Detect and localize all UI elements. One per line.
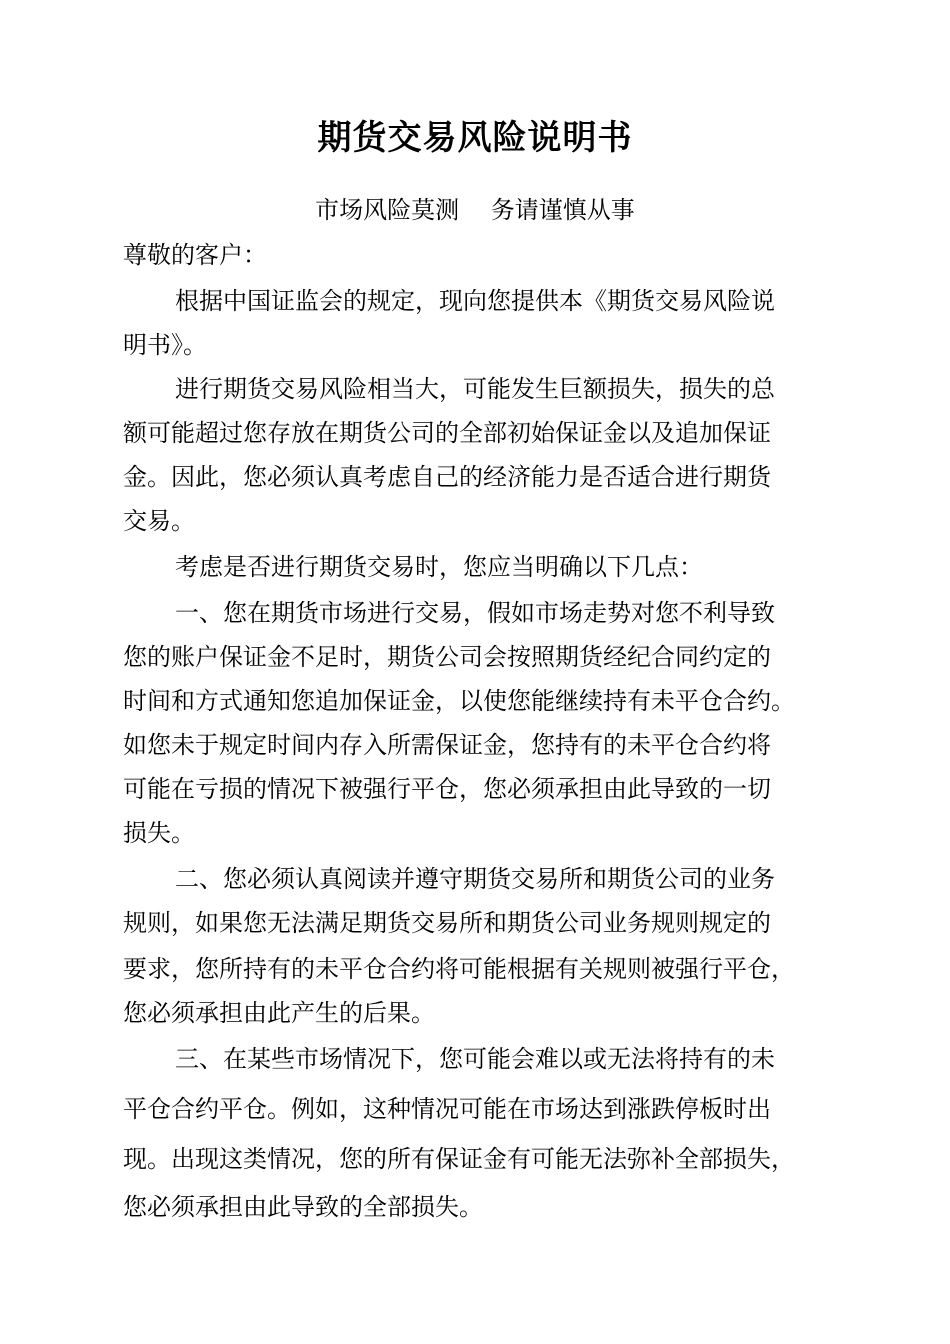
paragraph-line: 可能在亏损的情况下被强行平仓，您必须承担由此导致的一切 — [123, 775, 771, 803]
greeting: 尊敬的客户： — [123, 241, 267, 269]
paragraph-line: 根据中国证监会的规定，现向您提供本《期货交易风险说 — [175, 287, 775, 315]
paragraph-line: 您必须承担由此导致的全部损失。 — [123, 1193, 483, 1221]
paragraph-line: 现。出现这类情况，您的所有保证金有可能无法弥补全部损失， — [123, 1145, 795, 1173]
paragraph-line: 如您未于规定时间内存入所需保证金，您持有的未平仓合约将 — [123, 731, 771, 759]
paragraph-line: 损失。 — [123, 819, 195, 847]
paragraph-line: 额可能超过您存放在期货公司的全部初始保证金以及追加保证 — [123, 419, 771, 447]
document-title: 期货交易风险说明书 — [317, 118, 633, 158]
paragraph-line: 一、您在期货市场进行交易，假如市场走势对您不利导致 — [175, 599, 775, 627]
paragraph-line: 二、您必须认真阅读并遵守期货交易所和期货公司的业务 — [175, 865, 775, 893]
paragraph-line: 规则，如果您无法满足期货交易所和期货公司业务规则规定的 — [123, 909, 771, 937]
paragraph-line: 明书》。 — [123, 331, 207, 359]
paragraph-line: 时间和方式通知您追加保证金，以使您能继续持有未平仓合约。 — [123, 687, 795, 715]
paragraph-line: 三、在某些市场情况下，您可能会难以或无法将持有的未 — [175, 1045, 775, 1073]
paragraph-line: 您必须承担由此产生的后果。 — [123, 999, 435, 1027]
paragraph-line: 考虑是否进行期货交易时，您应当明确以下几点： — [175, 553, 703, 581]
document-subtitle: 市场风险莫测 务请谨慎从事 — [315, 196, 635, 224]
paragraph-line: 金。因此，您必须认真考虑自己的经济能力是否适合进行期货 — [123, 463, 771, 491]
paragraph-line: 要求，您所持有的未平仓合约将可能根据有关规则被强行平仓， — [123, 955, 795, 983]
paragraph-line: 平仓合约平仓。例如，这种情况可能在市场达到涨跌停板时出 — [123, 1095, 771, 1123]
paragraph-line: 您的账户保证金不足时，期货公司会按照期货经纪合同约定的 — [123, 643, 771, 671]
paragraph-line: 进行期货交易风险相当大，可能发生巨额损失，损失的总 — [175, 375, 775, 403]
paragraph-line: 交易。 — [123, 507, 195, 535]
